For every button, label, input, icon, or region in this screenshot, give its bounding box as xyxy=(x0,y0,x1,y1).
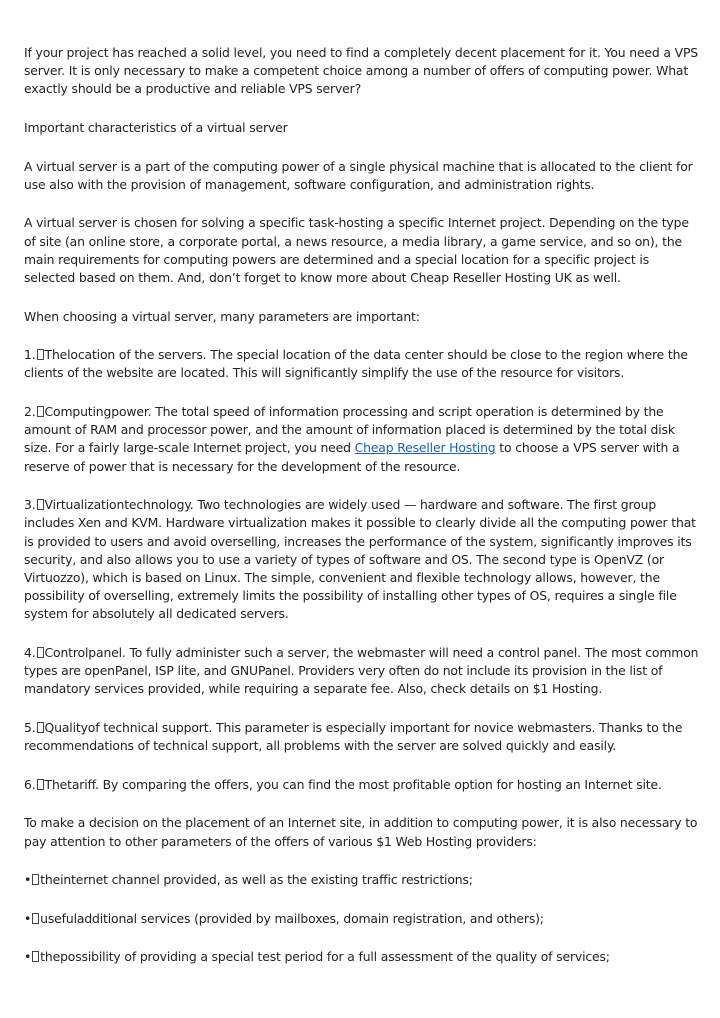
item-text-after: to choose a VPS server with a reserve of power that is necessary for the development of the resource. xyxy=(24,440,680,474)
decision-paragraph: To make a decision on the placement of an Internet site, in addition to computing power, it is also necessary to pay attention to other parameters of the offers of various $1 Web Hosting providers: xyxy=(24,815,698,849)
item-lead-word: The xyxy=(44,776,68,792)
missing-glyph-icon xyxy=(37,349,44,360)
bullet-item-test-period xyxy=(24,948,700,966)
list-item-tariff xyxy=(24,776,700,794)
cheap-reseller-hosting-link[interactable]: Cheap Reseller Hosting xyxy=(354,440,496,456)
bullet-item-channel xyxy=(24,871,700,889)
item-text: of technical support. This parameter is especially important for novice webmasters. Thanks to the recommendations of technical support, all problems with the server are solved quickly and easily. xyxy=(24,720,683,754)
item-text: power. The total speed of information processing and script operation is determined by the amount of RAM and processor power, and the amount of information placed is determined by the total disk size. For a fairly large-scale Internet project, you need xyxy=(24,403,675,456)
missing-glyph-icon xyxy=(37,499,44,510)
bullet-mark: • xyxy=(24,910,32,926)
list-item-virtualization xyxy=(24,496,700,623)
missing-glyph-icon xyxy=(37,779,44,790)
selection-paragraph: A virtual server is chosen for solving a specific task-hosting a specific Internet project. Depending on the type of site (an online store, a corporate portal, a news resource, a media library, a game service, and so on), the main requirements for computing powers are determined and a special location for a specific project is selected based on them. And, don’t forget to know more about Cheap Reseller Hosting UK as well. xyxy=(24,215,689,285)
bullet-item-services xyxy=(24,910,700,928)
item-lead-word: Computing xyxy=(44,403,112,419)
missing-glyph-icon xyxy=(32,951,39,962)
section-heading: Important characteristics of a virtual server xyxy=(24,120,288,135)
item-lead-word: The xyxy=(44,347,68,363)
missing-glyph-icon xyxy=(32,874,39,885)
bullet-lead-word: the xyxy=(40,872,61,888)
item-number: 2. xyxy=(24,403,36,419)
bullet-text: additional services (provided by mailboxes, domain registration, and others); xyxy=(76,910,544,926)
item-text: panel. To fully administer such a server, the webmaster will need a control panel. The most common types are openPanel, ISP lite, and GNUPanel. Providers very often do not include its provision in the list of mandatory services provided, while requiring a separate fee. Also, check details on $1 Hosting. xyxy=(24,645,699,697)
item-text: tariff. By comparing the offers, you can find the most profitable option for hosting an Internet site. xyxy=(67,776,662,792)
item-text: location of the servers. The special location of the data center should be close to the region where the clients of the website are located. This will significantly simplify the use of the resource for visitors. xyxy=(24,347,688,381)
missing-glyph-icon xyxy=(37,722,44,733)
item-number: 3. xyxy=(24,497,36,513)
item-lead-word: Quality xyxy=(44,720,88,735)
bullet-lead-word: useful xyxy=(40,910,77,926)
parameters-intro: When choosing a virtual server, many parameters are important: xyxy=(24,308,420,324)
bullet-mark: • xyxy=(24,949,32,965)
item-lead-word: Virtualization xyxy=(44,497,125,513)
item-number: 6. xyxy=(24,776,36,792)
article-body xyxy=(24,44,700,987)
item-number: 1. xyxy=(24,347,36,363)
bullet-lead-word: the xyxy=(40,949,61,965)
intro-paragraph: If your project has reached a solid level, you need to find a completely decent placement for it. You need a VPS server. It is only necessary to make a competent choice among a number of offers of computing power. What exactly should be a productive and reliable VPS server? xyxy=(24,45,698,97)
item-lead-word: Control xyxy=(44,645,89,660)
missing-glyph-icon xyxy=(32,913,39,924)
bullet-text: possibility of providing a special test period for a full assessment of the quality of services; xyxy=(60,949,610,965)
missing-glyph-icon xyxy=(37,647,44,658)
list-item-computing-power xyxy=(24,403,700,476)
list-item-support xyxy=(24,719,700,755)
item-number: 4. xyxy=(24,645,36,660)
missing-glyph-icon xyxy=(37,406,44,417)
item-text: technology. Two technologies are widely used — hardware and software. The first group includes Xen and KVM. Hardware virtualization makes it possible to clearly divide all the computing power that is provided to users and avoid overselling, increases the performance of the system, significantly improves its security, and also allows you to use a variety of types of software and OS. The second type is OpenVZ (or Virtuozzo), which is based on Linux. The simple, convenient and flexible technology allows, however, the possibility of overselling, extremely limits the possibility of installing other types of OS, requires a single file system for absolutely all dedicated servers. xyxy=(24,497,696,622)
bullet-text: internet channel provided, as well as the existing traffic restrictions; xyxy=(60,872,473,888)
list-item-control-panel xyxy=(24,644,700,699)
bullet-mark: • xyxy=(24,872,32,888)
list-item-location xyxy=(24,346,700,382)
item-number: 5. xyxy=(24,720,36,735)
definition-paragraph: A virtual server is a part of the computing power of a single physical machine that is allocated to the client for use also with the provision of management, software configuration, and administration rights. xyxy=(24,158,693,192)
